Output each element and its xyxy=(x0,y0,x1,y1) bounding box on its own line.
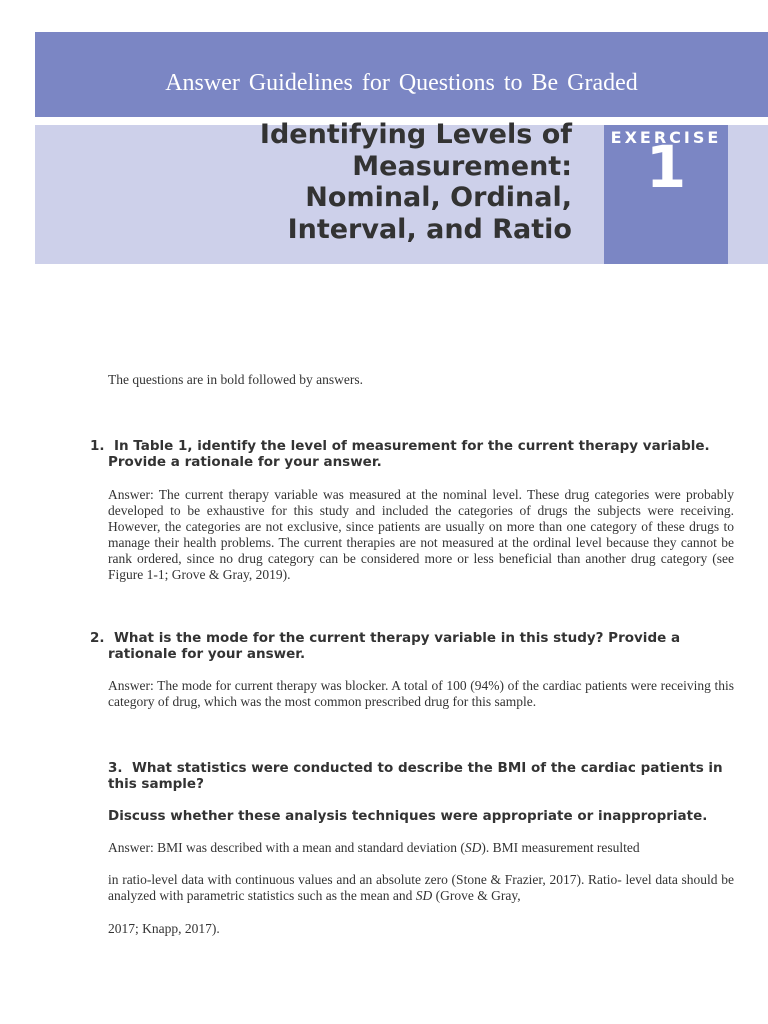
answer-3-part-1 xyxy=(108,840,734,856)
answer-3-part-1-a: Answer: BMI was described with a mean and standard deviation ( xyxy=(108,840,465,855)
question-1-number: 1. xyxy=(90,438,105,454)
answer-2: Answer: The mode for current therapy was blocker. A total of 100 (94%) of the cardiac patients were receiving this category of drug, which was the most common prescribed drug for this sample. xyxy=(108,678,734,709)
banner-title: Answer Guidelines for Questions to Be Graded xyxy=(165,70,638,96)
answer-3-sd-1: SD xyxy=(464,840,482,855)
answer-3-part-1-b: ). BMI measurement resulted xyxy=(481,840,640,855)
question-3-number: 3. xyxy=(108,760,123,776)
answer-3-sd-2: SD xyxy=(415,888,433,903)
answer-3-part-2 xyxy=(108,872,734,904)
exercise-badge xyxy=(604,125,728,264)
intro-text: The questions are in bold followed by answers. xyxy=(108,372,363,387)
question-1 xyxy=(90,438,734,470)
question-3-subtext: Discuss whether these analysis techniques were appropriate or inappropriate. xyxy=(108,808,708,824)
question-2-text xyxy=(90,630,734,662)
header-banner xyxy=(35,32,768,117)
exercise-number: 1 xyxy=(645,133,687,201)
answer-3-part-3: 2017; Knapp, 2017). xyxy=(108,921,220,936)
answer-3-part-2-b: (Grove & Gray, xyxy=(432,888,521,903)
answer-1: Answer: The current therapy variable was measured at the nominal level. These drug categories were probably developed to be exhaustive for this study and included the categories of drugs the subjects were receiving. However, the categories are not exclusive, since patients are usually on more than one category of these drugs to manage their health problems. The current therapies are not measured at the ordinal level because they cannot be rank ordered, since no drug category can be considered more or less beneficial than another drug category (see Figure 1-1; Grove & Gray, 2019). xyxy=(108,487,734,582)
question-1-prompt: In Table 1, identify the level of measurement for the current therapy variable. Provide a rationale for your answer. xyxy=(108,438,710,470)
question-2-number: 2. xyxy=(90,630,105,646)
question-1-text xyxy=(90,438,734,470)
question-3 xyxy=(108,760,734,792)
exercise-label: EXERCISE xyxy=(610,128,722,147)
question-2 xyxy=(90,630,734,662)
question-3-prompt: What statistics were conducted to describe the BMI of the cardiac patients in this sample? xyxy=(108,760,723,792)
question-2-prompt: What is the mode for the current therapy variable in this study? Provide a rationale for your answer. xyxy=(108,630,681,662)
answer-3-part-2-a: in ratio-level data with continuous values and an absolute zero (Stone & Frazier, 2017). Ratio- level data should be analyzed with parametric statistics such as the mean and xyxy=(108,872,734,903)
exercise-title: Identifying Levels of Measurement: Nominal, Ordinal, Interval, and Ratio xyxy=(259,119,572,245)
